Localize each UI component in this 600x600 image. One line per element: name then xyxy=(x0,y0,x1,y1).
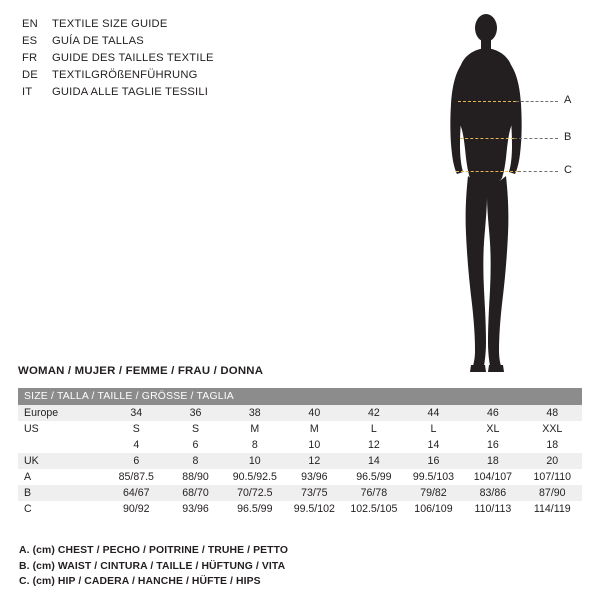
cell: 85/87.5 xyxy=(107,469,166,485)
cell: 88/90 xyxy=(166,469,225,485)
cell: 83/86 xyxy=(463,485,522,501)
female-body-figure xyxy=(430,8,580,376)
cell: 20 xyxy=(523,453,582,469)
row-label: UK xyxy=(18,453,107,469)
measure-line-hip xyxy=(456,171,518,172)
measurement-notes xyxy=(19,543,539,590)
language-code: FR xyxy=(22,52,38,64)
language-code: DE xyxy=(22,69,38,81)
cell: 102.5/105 xyxy=(344,501,404,517)
cell: 14 xyxy=(404,437,463,453)
row-label: B xyxy=(18,485,107,501)
table-row xyxy=(18,469,582,485)
cell: 8 xyxy=(166,453,225,469)
cell: 64/67 xyxy=(107,485,166,501)
cell: 114/119 xyxy=(523,501,582,517)
cell: 68/70 xyxy=(166,485,225,501)
cell: 48 xyxy=(523,405,582,421)
cell: 16 xyxy=(463,437,522,453)
cell: S xyxy=(166,421,225,437)
cell: S xyxy=(107,421,166,437)
cell: 73/75 xyxy=(285,485,344,501)
cell: 107/110 xyxy=(523,469,582,485)
size-table xyxy=(18,388,582,517)
section-title-woman: WOMAN / MUJER / FEMME / FRAU / DONNA xyxy=(18,365,264,377)
cell: 76/78 xyxy=(344,485,404,501)
note-waist: B. (cm) WAIST / CINTURA / TAILLE / HÜFTUNG / VITA xyxy=(19,560,286,572)
language-row xyxy=(22,33,302,50)
table-row xyxy=(18,485,582,501)
cell: L xyxy=(344,421,404,437)
language-row xyxy=(22,67,302,84)
cell: 70/72.5 xyxy=(225,485,285,501)
cell: 18 xyxy=(523,437,582,453)
language-row xyxy=(22,50,302,67)
cell: 99.5/102 xyxy=(285,501,344,517)
cell: L xyxy=(404,421,463,437)
table-row xyxy=(18,453,582,469)
cell: M xyxy=(225,421,285,437)
cell: 36 xyxy=(166,405,225,421)
leader-line-hip xyxy=(518,171,558,172)
leader-line-chest xyxy=(516,101,558,102)
language-text: GUIDE DES TAILLES TEXTILE xyxy=(52,52,214,64)
cell: 18 xyxy=(463,453,522,469)
cell: 106/109 xyxy=(404,501,463,517)
cell: 46 xyxy=(463,405,522,421)
cell: 14 xyxy=(344,453,404,469)
language-code: ES xyxy=(22,35,38,47)
female-silhouette-icon xyxy=(430,8,580,376)
row-label: Europe xyxy=(18,405,107,421)
cell: 99.5/103 xyxy=(404,469,463,485)
language-text: TEXTILGRÖßENFÜHRUNG xyxy=(52,69,198,81)
cell: 110/113 xyxy=(463,501,522,517)
row-label: US xyxy=(18,421,107,437)
cell: M xyxy=(285,421,344,437)
cell: 10 xyxy=(285,437,344,453)
cell: 16 xyxy=(404,453,463,469)
table-row xyxy=(18,405,582,421)
row-label: A xyxy=(18,469,107,485)
language-code: IT xyxy=(22,86,33,98)
cell: 96.5/99 xyxy=(344,469,404,485)
leader-line-waist xyxy=(514,138,558,139)
cell: 34 xyxy=(107,405,166,421)
measure-label-c: C xyxy=(564,164,572,176)
language-header xyxy=(22,16,302,101)
measure-line-waist xyxy=(460,138,514,139)
cell: 90/92 xyxy=(107,501,166,517)
cell: 6 xyxy=(107,453,166,469)
cell: 8 xyxy=(225,437,285,453)
cell: 93/96 xyxy=(285,469,344,485)
cell: 44 xyxy=(404,405,463,421)
cell: 93/96 xyxy=(166,501,225,517)
row-label: C xyxy=(18,501,107,517)
cell: 42 xyxy=(344,405,404,421)
measure-line-chest xyxy=(458,101,516,102)
measure-label-a: A xyxy=(564,94,572,106)
language-text: TEXTILE SIZE GUIDE xyxy=(52,18,168,30)
cell: 104/107 xyxy=(463,469,522,485)
language-code: EN xyxy=(22,18,38,30)
cell: 38 xyxy=(225,405,285,421)
table-row xyxy=(18,421,582,437)
cell: XL xyxy=(463,421,522,437)
cell: 96.5/99 xyxy=(225,501,285,517)
cell: 6 xyxy=(166,437,225,453)
language-row xyxy=(22,16,302,33)
language-text: GUIDA ALLE TAGLIE TESSILI xyxy=(52,86,209,98)
table-header-row xyxy=(18,388,582,405)
cell: 79/82 xyxy=(404,485,463,501)
language-text: GUÍA DE TALLAS xyxy=(52,35,144,47)
table-row xyxy=(18,437,582,453)
cell: 87/90 xyxy=(523,485,582,501)
table-row xyxy=(18,501,582,517)
cell: 90.5/92.5 xyxy=(225,469,285,485)
table-header-label: SIZE / TALLA / TAILLE / GRÖSSE / TAGLIA xyxy=(18,388,582,405)
cell: 40 xyxy=(285,405,344,421)
measure-label-b: B xyxy=(564,131,572,143)
note-chest: A. (cm) CHEST / PECHO / POITRINE / TRUHE / PETTO xyxy=(19,545,289,556)
cell: XXL xyxy=(523,421,582,437)
cell: 12 xyxy=(344,437,404,453)
cell: 10 xyxy=(225,453,285,469)
row-label xyxy=(18,437,107,453)
cell: 12 xyxy=(285,453,344,469)
size-table-element xyxy=(18,388,582,517)
cell: 4 xyxy=(107,437,166,453)
note-hip: C. (cm) HIP / CADERA / HANCHE / HÜFTE / HIPS xyxy=(19,576,261,588)
language-row xyxy=(22,84,302,101)
